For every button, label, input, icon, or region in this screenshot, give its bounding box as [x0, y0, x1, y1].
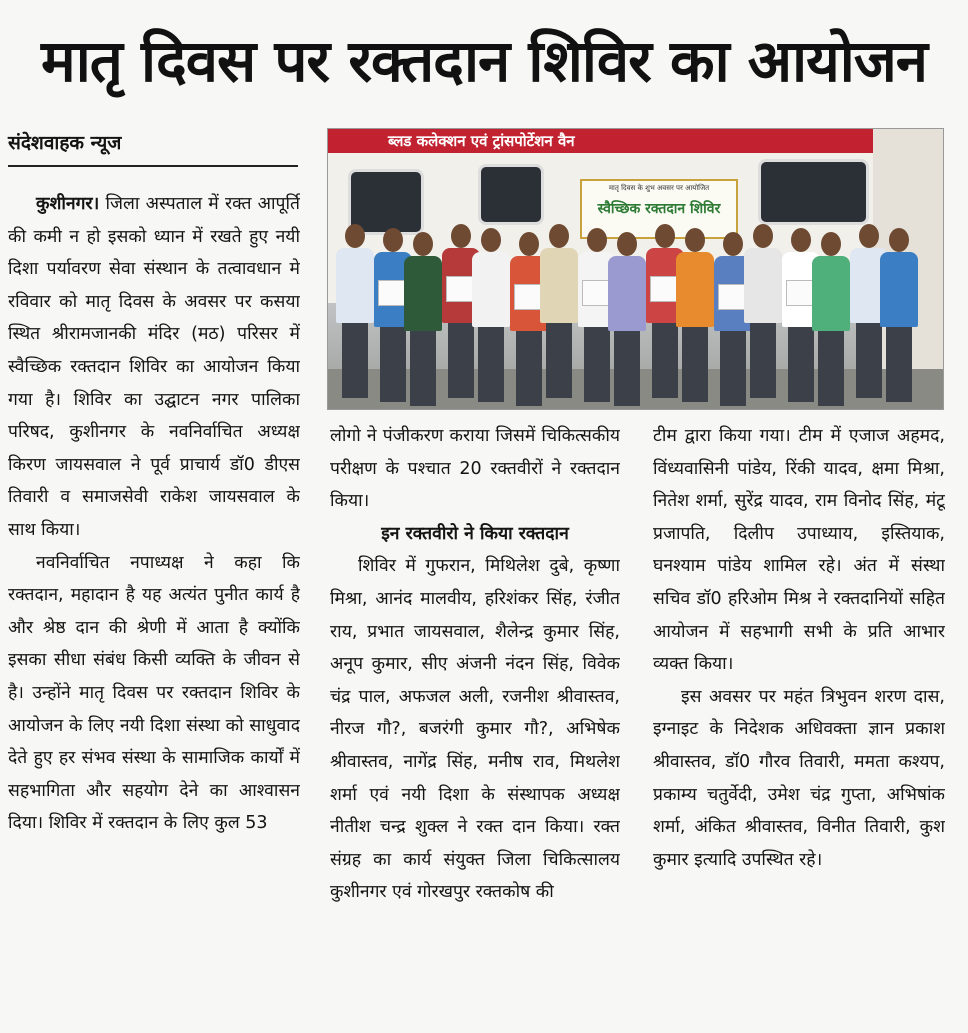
paragraph-donors: शिविर में गुफरान, मिथिलेश दुबे, कृष्णा मिश्रा, आनंद मालवीय, हरिशंकर सिंह, रंजीत राय, प्रभात जायसवाल, शैलेन्द्र कुमार सिंह, अनूप कुमार, सीए अंजनी नंदन सिंह, विवेक चंद्र पाल, अफजल अली, रजनीश श्रीवास्तव, नीरज गौ?, बजरंगी कुमार गौ?, अभिषेक श्रीवास्तव, नागेंद्र सिंह, मनीष राव, मिथलेश शर्मा एवं नयी दिशा के संस्थापक अध्यक्ष नीतीश चन्द्र शुक्ल ने रक्त दान किया। रक्त संग्रह का कार्य संयुक्त जिला चिकित्सालय कुशीनगर एवं गोरखपुर रक्तकोष की — [330, 556, 620, 903]
person-figure — [676, 228, 714, 408]
person-figure — [608, 232, 646, 410]
person-figure — [540, 224, 578, 404]
person-figure — [336, 224, 374, 404]
person-figure — [880, 228, 918, 408]
person-figure — [404, 232, 442, 410]
paragraph-attendees: इस अवसर पर महंत त्रिभुवन शरण दास, इग्नाइट के निदेशक अधिवक्ता ज्ञान प्रकाश श्रीवास्तव, डॉ0 गौरव तिवारी, ममता कश्यप, प्रकाम्य चतुर्वेदी, उमेश चंद्र गुप्ता, अभिषांक शर्मा, अंकित श्रीवास्तव, विनीत तिवारी, कुश कुमार इत्यादि उपस्थित रहे। — [653, 686, 945, 870]
bus-window — [758, 159, 869, 225]
paragraph-intro — [8, 188, 300, 547]
article-column-2 — [330, 420, 620, 1015]
paragraph-registration: लोगो ने पंजीकरण कराया जिसमें चिकित्सकीय परीक्षण के पश्चात 20 रक्तवीरों ने रक्तदान किया। — [330, 426, 620, 512]
paragraph-team: टीम द्वारा किया गया। टीम में एजाज अहमद, विंध्यवासिनी पांडेय, रिंकी यादव, क्षमा मिश्रा, नितेश शर्मा, सुरेंद्र यादव, राम विनोद सिंह, मंटू प्रजापति, दिलीप उपाध्याय, इस्तियाक, घनश्याम पांडेय शामिल रहे। अंत में संस्था सचिव डॉ0 हरिओम मिश्र ने रक्तदानियों सहित आयोजन में सहभागी सभी के प्रति आभार व्यक्त किया। — [653, 426, 945, 675]
person-figure — [812, 232, 850, 410]
banner-title: स्वैच्छिक रक्तदान शिविर — [597, 201, 721, 217]
bus-window — [478, 164, 544, 225]
subheading: इन रक्तवीरो ने किया रक्तदान — [381, 523, 569, 544]
article-column-3 — [653, 420, 945, 1015]
byline: संदेशवाहक न्यूज — [8, 132, 122, 154]
paragraph-quote: नवनिर्वाचित नपाध्यक्ष ने कहा कि रक्तदान, महादान है यह अत्यंत पुनीत कार्य है और श्रेष्ठ दान की श्रेणी में आता है क्योंकि इसका सीधा संबंध किसी व्यक्ति के जीवन से है। उन्होंने मातृ दिवस पर रक्तदान शिविर के आयोजन के लिए नयी दिशा संस्था को साधुवाद देते हुए हर संभव संस्था के सामाजिक कार्यों में सहभागिता और सहयोग देने का आश्वासन दिया। शिविर में रक्तदान के लिए कुल 53 — [8, 552, 300, 834]
banner-small-text: मातृ दिवस के शुभ अवसर पर आयोजित — [608, 184, 710, 192]
person-figure — [472, 228, 510, 408]
news-photo — [327, 128, 944, 410]
person-figure — [744, 224, 782, 404]
headline: मातृ दिवस पर रक्तदान शिविर का आयोजन — [41, 27, 927, 95]
article-column-1 — [8, 188, 300, 1008]
paragraph-intro-text: जिला अस्पताल में रक्त आपूर्ति की कमी न हो इसको ध्यान में रखते हुए नयी दिशा पर्यावरण सेवा संस्थान के तत्वावधान मे रविवार को मातृ दिवस के अवसर पर कसया स्थित श्रीरामजानकी मंदिर (मठ) परिसर में स्वैच्छिक रक्तदान शिविर का आयोजन किया गया है। शिविर का उद्घाटन नगर पालिका परिषद, कुशीनगर के नवनिर्वाचित अध्यक्ष किरण जायसवाल ने पूर्व प्राचार्य डॉ0 डीएस तिवारी व समाजसेवी राकेश जायसवाल के साथ किया। — [8, 194, 300, 540]
bus-band-text: ब्लड कलेक्शन एवं ट्रांसपोर्टेशन वैन — [328, 129, 873, 153]
dateline: कुशीनगर। — [36, 194, 100, 214]
byline-divider — [8, 165, 298, 167]
